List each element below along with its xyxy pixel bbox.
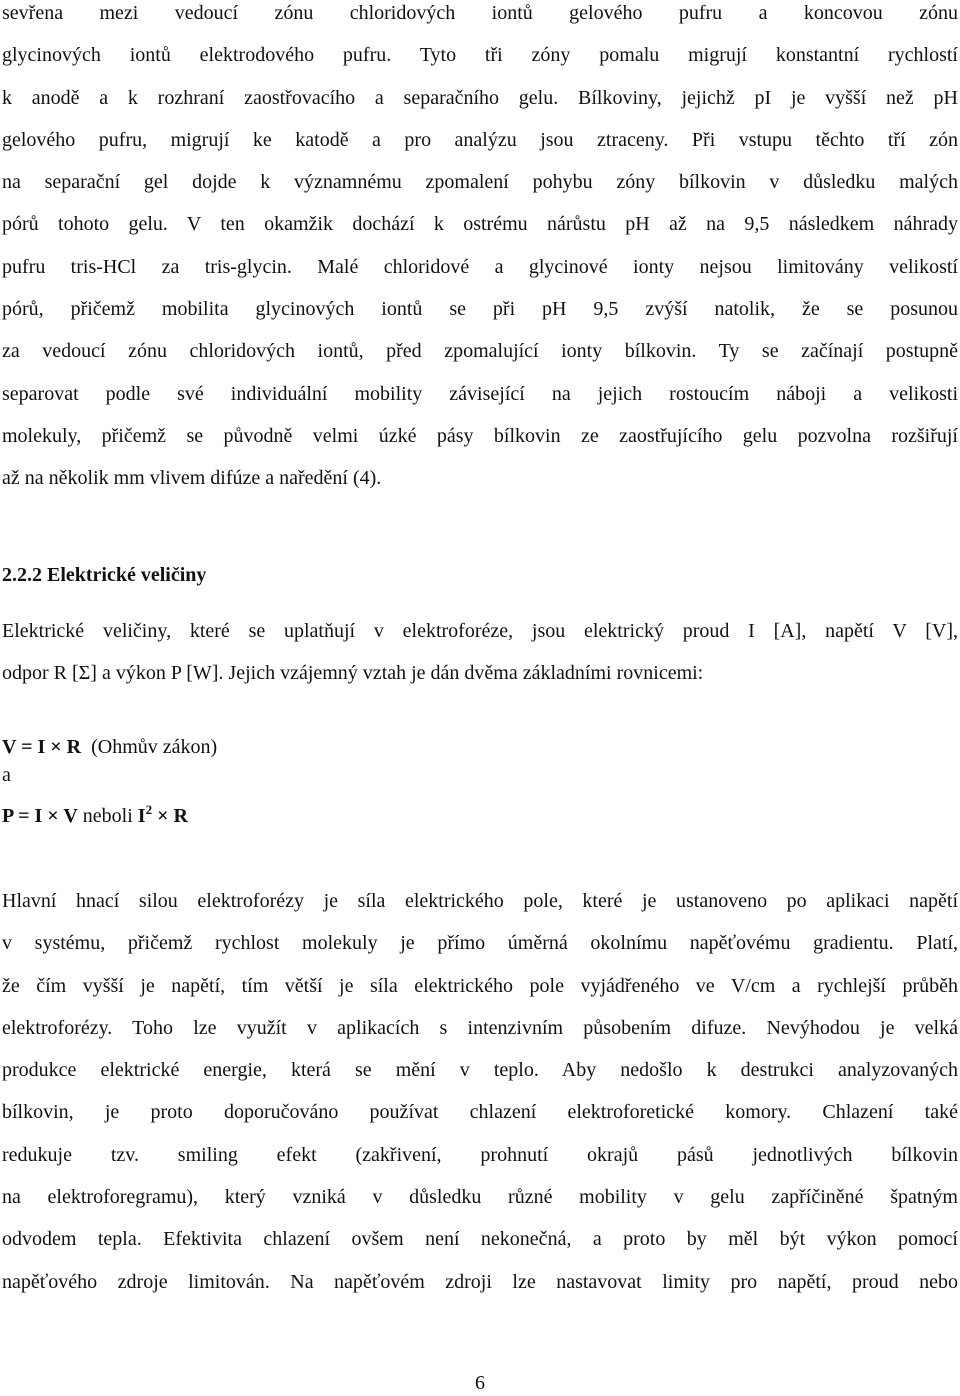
text-line: že čím vyšší je napětí, tím větší je síla elektrického pole vyjádřeného ve V/cm a rychlejší průběh	[2, 974, 958, 997]
text-line: glycinových iontů elektrodového pufru. Tyto tři zóny pomalu migrují konstantní rychlostí	[2, 44, 958, 67]
text-line: Hlavní hnací silou elektroforézy je síla elektrického pole, které je ustanoveno po aplikaci napětí	[2, 890, 958, 912]
text-line: elektroforézy. Toho lze využít v aplikacích s intenzivním působením difuze. Nevýhodou je velká	[2, 1016, 958, 1039]
equation-2-exponent: 2	[145, 802, 153, 817]
text-line: gelového pufru, migrují ke katodě a pro analýzu jsou ztraceny. Při vstupu těchto tří zón	[2, 128, 958, 151]
page-number: 6	[475, 1372, 485, 1394]
text-line: až na několik mm vlivem difúze a naředění (4).	[2, 467, 382, 490]
text-line: redukuje tzv. smiling efekt (zakřivení, prohnutí okrajů pásů jednotlivých bílkovin	[2, 1143, 958, 1166]
equation-2-base: I	[137, 805, 146, 827]
text-line: odpor R [Σ] a výkon P [W]. Jejich vzájemný vztah je dán dvěma základními rovnicemi:	[2, 662, 704, 685]
equation-2-mid: neboli	[82, 805, 133, 827]
equation-2-tail: × R	[157, 805, 188, 827]
text-line: Elektrické veličiny, které se uplatňují v elektroforéze, jsou elektrický proud I [A], napětí V [V],	[2, 620, 958, 642]
text-line: molekuly, přičemž se původně velmi úzké pásy bílkovin ze zaostřujícího gelu pozvolna rozšiřují	[2, 424, 958, 447]
section-heading: 2.2.2 Elektrické veličiny	[2, 564, 207, 586]
equation-1-formula: V = I × R	[2, 736, 82, 758]
equation-ohms-law	[2, 734, 217, 760]
paragraph-2	[2, 618, 958, 703]
text-line: k anodě a k rozhraní zaostřovacího a separačního gelu. Bílkoviny, jejichž pI je vyšší než pH	[2, 86, 958, 109]
text-line: produkce elektrické energie, která se mění v teplo. Aby nedošlo k destrukci analyzovaných	[2, 1059, 958, 1082]
text-line: separovat podle své individuální mobility závisející na jejich rostoucím náboji a velikosti	[2, 382, 958, 405]
paragraph-3	[2, 888, 958, 1311]
text-line: odvodem tepla. Efektivita chlazení ovšem není nekonečná, a proto by měl být výkon pomocí	[2, 1228, 958, 1251]
text-line: sevřena mezi vedoucí zónu chloridových iontů gelového pufru a koncovou zónu	[2, 2, 958, 24]
text-line: bílkovin, je proto doporučováno používat chlazení elektroforetické komory. Chlazení také	[2, 1101, 958, 1124]
equation-connector: a	[2, 764, 11, 786]
text-line: na elektroforegramu), který vzniká v důsledku různé mobility v gelu zapříčiněné špatným	[2, 1186, 958, 1209]
text-line: za vedoucí zónu chloridových iontů, před zpomalující ionty bílkovin. Ty se začínají postupně	[2, 340, 958, 363]
text-line: pufru tris-HCl za tris-glycin. Malé chloridové a glycinové ionty nejsou limitovány velikostí	[2, 255, 958, 278]
equation-2-formula: P = I × V	[2, 805, 78, 827]
equation-1-note: (Ohmův zákon)	[91, 736, 218, 758]
text-line: v systému, přičemž rychlost molekuly je přímo úměrná okolnímu napěťovému gradientu. Platí,	[2, 932, 958, 955]
text-line: napěťového zdroje limitován. Na napěťovém zdroji lze nastavovat limity pro napětí, proud nebo	[2, 1270, 958, 1293]
text-line: pórů tohoto gelu. V ten okamžik dochází k ostrému nárůstu pH až na 9,5 následkem náhrady	[2, 213, 958, 236]
paragraph-1	[2, 0, 958, 508]
equation-power	[2, 803, 188, 829]
text-line: na separační gel dojde k významnému zpomalení pohybu zóny bílkovin v důsledku malých	[2, 171, 958, 194]
text-line: pórů, přičemž mobilita glycinových iontů se při pH 9,5 zvýší natolik, že se posunou	[2, 298, 958, 321]
